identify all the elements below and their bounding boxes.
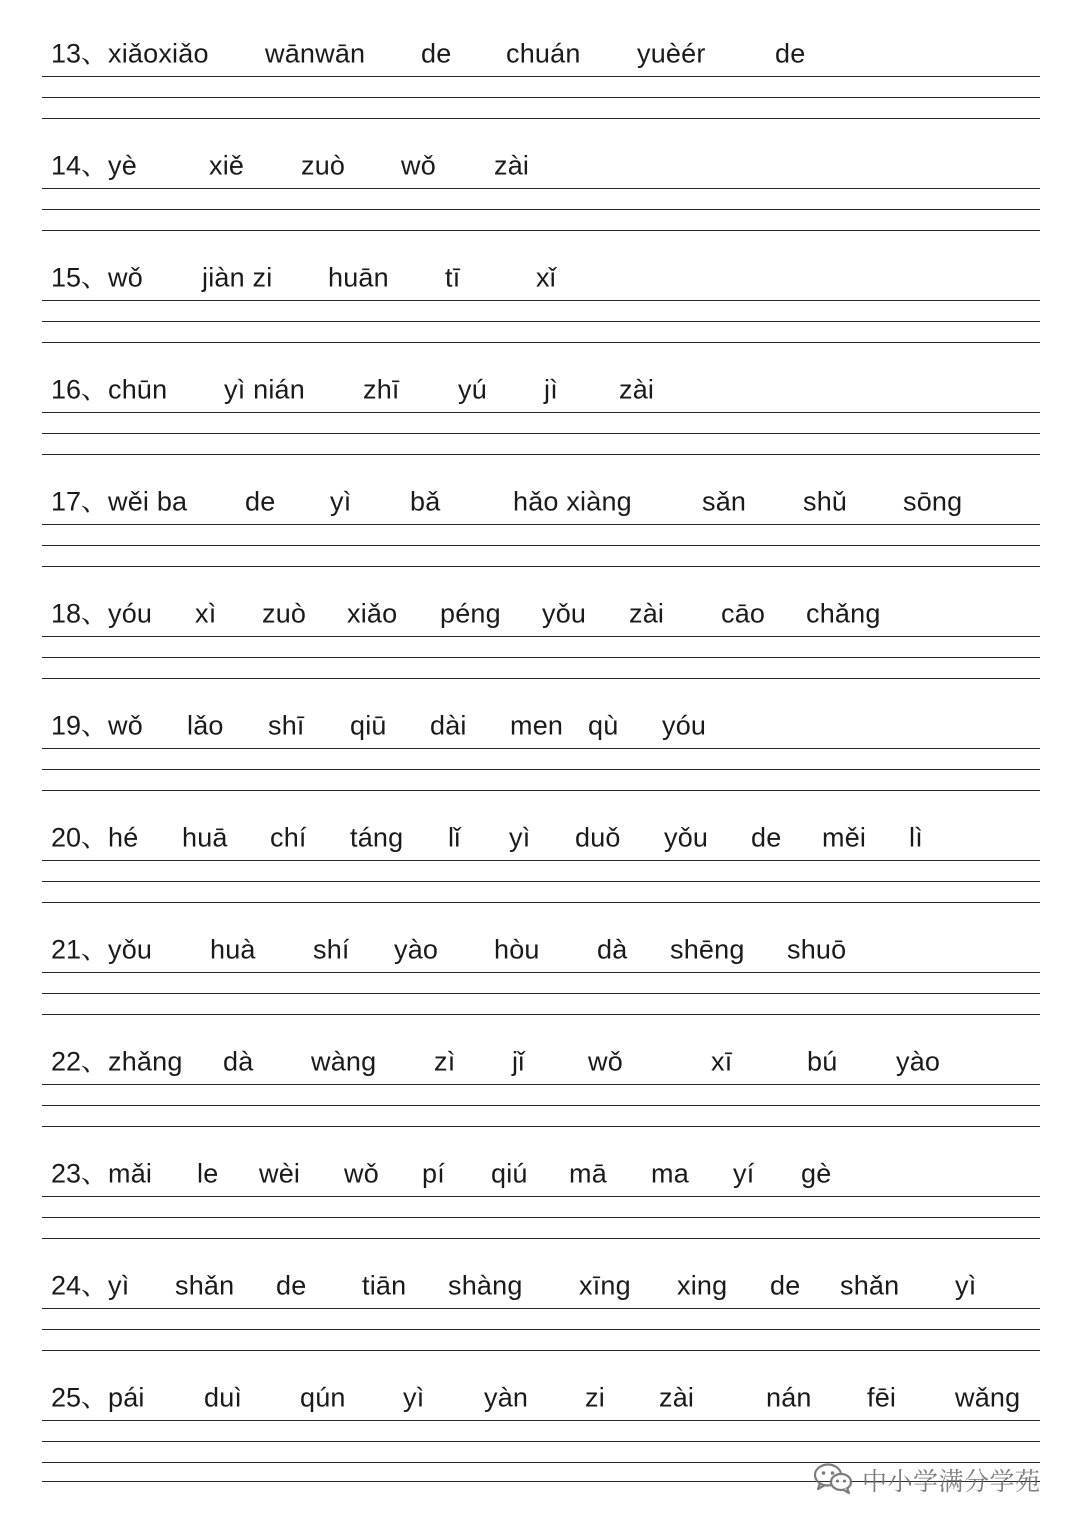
- pinyin-word: qiū: [350, 710, 387, 741]
- pinyin-word: táng: [350, 822, 404, 853]
- pinyin-word: zhǎng: [108, 1046, 183, 1077]
- writing-line: [42, 1126, 1040, 1127]
- pinyin-word: duì: [204, 1382, 243, 1413]
- pinyin-word: wěi ba: [108, 486, 188, 517]
- pinyin-word: zhī: [363, 374, 400, 405]
- pinyin-word: pái: [108, 1382, 145, 1413]
- question-number: 20、: [51, 822, 109, 853]
- pinyin-word: zì: [434, 1046, 456, 1077]
- writing-line: [42, 769, 1040, 770]
- pinyin-word: yú: [458, 374, 487, 405]
- pinyin-word: sōng: [903, 486, 963, 517]
- pinyin-word: yào: [896, 1046, 941, 1077]
- pinyin-line: [42, 244, 1040, 300]
- writing-line: [42, 881, 1040, 882]
- pinyin-word: zài: [619, 374, 655, 405]
- wechat-icon: [812, 1461, 854, 1500]
- pinyin-word: de: [770, 1270, 801, 1301]
- writing-line: [42, 433, 1040, 434]
- pinyin-word: dài: [430, 710, 467, 741]
- pinyin-word: zi: [585, 1382, 605, 1413]
- pinyin-word: lǎo: [187, 710, 224, 741]
- pinyin-line: [42, 356, 1040, 412]
- writing-line: [42, 230, 1040, 231]
- pinyin-word: qún: [300, 1382, 346, 1413]
- writing-line: [42, 97, 1040, 98]
- writing-line: [42, 188, 1040, 189]
- pinyin-word: tī: [445, 262, 461, 293]
- pinyin-word: gè: [801, 1158, 832, 1189]
- pinyin-word: zuò: [262, 598, 307, 629]
- pinyin-word: hé: [108, 822, 139, 853]
- pinyin-word: shàng: [448, 1270, 523, 1301]
- watermark-text: 中小学满分学苑: [862, 1467, 1041, 1496]
- pinyin-word: huān: [328, 262, 389, 293]
- pinyin-word: sǎn: [702, 486, 747, 517]
- pinyin-word: xiǎo: [347, 598, 398, 629]
- pinyin-word: le: [197, 1158, 219, 1189]
- pinyin-word: xì: [195, 598, 217, 629]
- pinyin-word: měi: [822, 822, 867, 853]
- pinyin-word: yì: [108, 1270, 130, 1301]
- question-number: 21、: [51, 934, 109, 965]
- pinyin-word: zài: [494, 150, 530, 181]
- writing-line: [42, 412, 1040, 413]
- pinyin-word: wǒ: [588, 1046, 623, 1077]
- question-number: 15、: [51, 262, 109, 293]
- pinyin-word: shuō: [787, 934, 847, 965]
- pinyin-word: yì: [330, 486, 352, 517]
- pinyin-word: jiàn zi: [202, 262, 273, 293]
- pinyin-word: shēng: [670, 934, 745, 965]
- writing-line: [42, 300, 1040, 301]
- pinyin-word: chuán: [506, 38, 581, 69]
- exercise-23: [42, 1140, 1040, 1252]
- writing-line: [42, 993, 1040, 994]
- pinyin-word: dà: [223, 1046, 254, 1077]
- writing-line: [42, 860, 1040, 861]
- writing-line: [42, 1217, 1040, 1218]
- pinyin-line: [42, 692, 1040, 748]
- pinyin-word: yào: [394, 934, 439, 965]
- pinyin-word: shǔ: [803, 486, 848, 517]
- exercise-15: [42, 244, 1040, 356]
- pinyin-word: mǎi: [108, 1158, 153, 1189]
- pinyin-word: nán: [766, 1382, 812, 1413]
- pinyin-word: xiě: [209, 150, 245, 181]
- pinyin-word: huā: [182, 822, 228, 853]
- pinyin-word: shī: [268, 710, 305, 741]
- writing-line: [42, 1329, 1040, 1330]
- pinyin-word: shǎn: [175, 1270, 235, 1301]
- pinyin-line: [42, 1028, 1040, 1084]
- writing-line: [42, 1105, 1040, 1106]
- pinyin-line: [42, 916, 1040, 972]
- pinyin-word: dà: [597, 934, 628, 965]
- pinyin-word: tiān: [362, 1270, 407, 1301]
- pinyin-word: chí: [270, 822, 307, 853]
- pinyin-word: yì: [955, 1270, 977, 1301]
- pinyin-word: wǒ: [108, 262, 143, 293]
- question-number: 17、: [51, 486, 109, 517]
- pinyin-word: wǎng: [955, 1382, 1021, 1413]
- question-number: 13、: [51, 38, 109, 69]
- writing-line: [42, 1084, 1040, 1085]
- writing-line: [42, 566, 1040, 567]
- writing-line: [42, 524, 1040, 525]
- pinyin-word: qù: [588, 710, 619, 741]
- pinyin-word: yí: [733, 1158, 755, 1189]
- pinyin-word: bú: [807, 1046, 838, 1077]
- pinyin-word: yì: [403, 1382, 425, 1413]
- question-number: 16、: [51, 374, 109, 405]
- pinyin-word: yóu: [662, 710, 707, 741]
- writing-line: [42, 1441, 1040, 1442]
- pinyin-word: xiǎoxiǎo: [108, 38, 209, 69]
- writing-line: [42, 902, 1040, 903]
- pinyin-word: wèi: [259, 1158, 301, 1189]
- pinyin-line: [42, 1252, 1040, 1308]
- pinyin-word: péng: [440, 598, 501, 629]
- writing-line: [42, 678, 1040, 679]
- pinyin-word: wàng: [311, 1046, 377, 1077]
- pinyin-word: de: [276, 1270, 307, 1301]
- pinyin-word: de: [751, 822, 782, 853]
- pinyin-word: qiú: [491, 1158, 528, 1189]
- exercise-13: [42, 20, 1040, 132]
- question-number: 22、: [51, 1046, 109, 1077]
- pinyin-word: pí: [422, 1158, 445, 1189]
- pinyin-word: yǒu: [542, 598, 587, 629]
- pinyin-word: lǐ: [448, 822, 461, 853]
- writing-line: [42, 1238, 1040, 1239]
- pinyin-word: men: [510, 710, 564, 741]
- pinyin-word: de: [421, 38, 452, 69]
- pinyin-word: xing: [677, 1270, 728, 1301]
- question-number: 18、: [51, 598, 109, 629]
- writing-line: [42, 972, 1040, 973]
- writing-line: [42, 1014, 1040, 1015]
- writing-line: [42, 321, 1040, 322]
- watermark: [812, 1460, 1041, 1500]
- pinyin-word: shí: [313, 934, 350, 965]
- pinyin-word: xīng: [579, 1270, 631, 1301]
- pinyin-word: yè: [108, 150, 137, 181]
- pinyin-word: yì nián: [224, 374, 305, 405]
- writing-line: [42, 1308, 1040, 1309]
- question-number: 19、: [51, 710, 109, 741]
- pinyin-word: huà: [210, 934, 256, 965]
- pinyin-word: wǒ: [401, 150, 436, 181]
- pinyin-word: yì: [509, 822, 531, 853]
- writing-line: [42, 1196, 1040, 1197]
- pinyin-word: yàn: [484, 1382, 529, 1413]
- writing-line: [42, 545, 1040, 546]
- question-number: 14、: [51, 150, 109, 181]
- pinyin-line: [42, 1364, 1040, 1420]
- exercise-21: [42, 916, 1040, 1028]
- writing-line: [42, 76, 1040, 77]
- writing-line: [42, 636, 1040, 637]
- writing-line: [42, 1350, 1040, 1351]
- exercise-16: [42, 356, 1040, 468]
- exercise-14: [42, 132, 1040, 244]
- pinyin-word: zài: [629, 598, 665, 629]
- writing-line: [42, 1420, 1040, 1421]
- pinyin-line: [42, 468, 1040, 524]
- pinyin-word: de: [245, 486, 276, 517]
- pinyin-word: jì: [544, 374, 558, 405]
- pinyin-word: xī: [711, 1046, 733, 1077]
- pinyin-word: yuèér: [637, 38, 706, 69]
- writing-line: [42, 342, 1040, 343]
- pinyin-word: xǐ: [536, 262, 556, 293]
- pinyin-word: yóu: [108, 598, 153, 629]
- pinyin-word: jǐ: [512, 1046, 525, 1077]
- writing-line: [42, 118, 1040, 119]
- pinyin-word: hòu: [494, 934, 540, 965]
- pinyin-word: zuò: [301, 150, 346, 181]
- pinyin-word: chǎng: [806, 598, 881, 629]
- pinyin-word: lì: [909, 822, 923, 853]
- pinyin-word: mā: [569, 1158, 607, 1189]
- writing-line: [42, 748, 1040, 749]
- pinyin-word: yǒu: [108, 934, 153, 965]
- pinyin-word: yǒu: [664, 822, 709, 853]
- exercise-19: [42, 692, 1040, 804]
- pinyin-word: ma: [651, 1158, 689, 1189]
- exercise-18: [42, 580, 1040, 692]
- pinyin-word: wānwān: [265, 38, 366, 69]
- pinyin-word: duǒ: [575, 822, 621, 853]
- writing-line: [42, 790, 1040, 791]
- writing-line: [42, 209, 1040, 210]
- pinyin-word: hǎo xiàng: [513, 486, 632, 517]
- writing-line: [42, 454, 1040, 455]
- question-number: 25、: [51, 1382, 109, 1413]
- pinyin-line: [42, 1140, 1040, 1196]
- pinyin-word: de: [775, 38, 806, 69]
- question-number: 24、: [51, 1270, 109, 1301]
- writing-line: [42, 657, 1040, 658]
- pinyin-line: [42, 132, 1040, 188]
- pinyin-line: [42, 20, 1040, 76]
- pinyin-word: bǎ: [410, 486, 441, 517]
- exercise-17: [42, 468, 1040, 580]
- question-number: 23、: [51, 1158, 109, 1189]
- pinyin-line: [42, 580, 1040, 636]
- exercise-22: [42, 1028, 1040, 1140]
- pinyin-word: cāo: [721, 598, 766, 629]
- pinyin-line: [42, 804, 1040, 860]
- pinyin-word: chūn: [108, 374, 168, 405]
- pinyin-word: shǎn: [840, 1270, 900, 1301]
- pinyin-word: wǒ: [344, 1158, 379, 1189]
- pinyin-word: zài: [659, 1382, 695, 1413]
- pinyin-word: wǒ: [108, 710, 143, 741]
- pinyin-word: fēi: [867, 1382, 897, 1413]
- exercise-24: [42, 1252, 1040, 1364]
- exercise-20: [42, 804, 1040, 916]
